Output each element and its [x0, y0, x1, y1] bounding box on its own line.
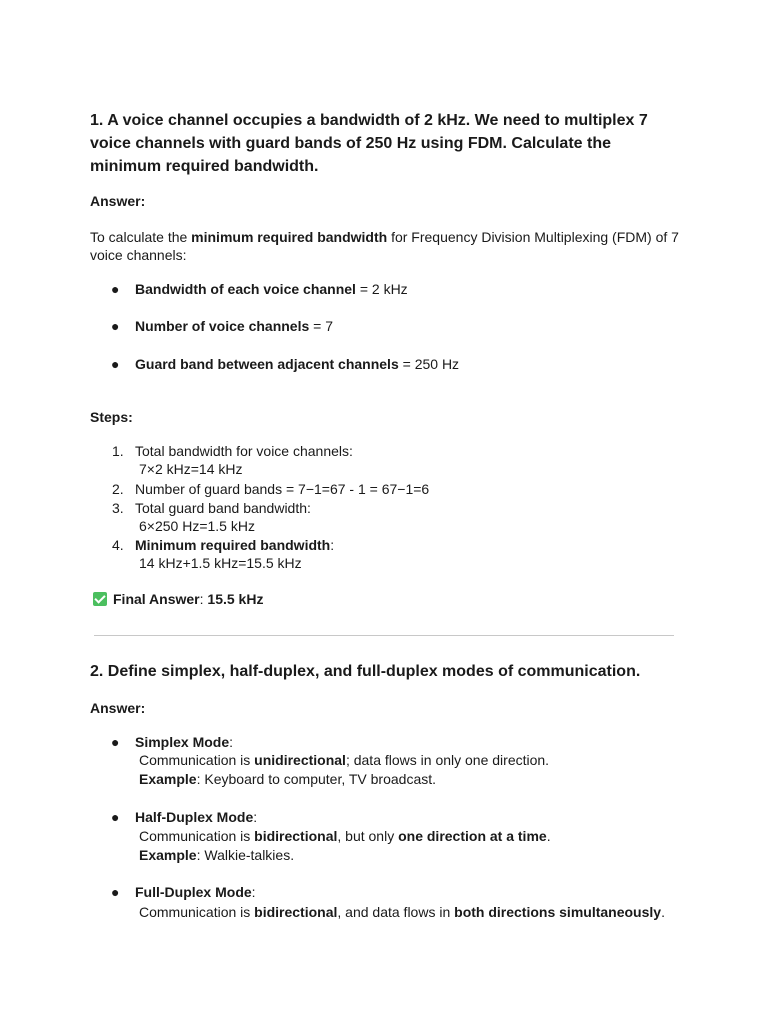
- final-answer: Final Answer: 15.5 kHz: [113, 591, 264, 607]
- bullet-marker: ●: [111, 356, 120, 372]
- half-duplex-description: Communication is bidirectional, but only one direction at a time.: [139, 828, 551, 844]
- full-duplex-mode-title: Full-Duplex Mode:: [135, 884, 256, 900]
- steps-label: Steps:: [90, 409, 133, 425]
- step-4-formula: 14 kHz+1.5 kHz=15.5 kHz: [139, 555, 302, 571]
- simplex-description: Communication is unidirectional; data flows in only one direction.: [139, 752, 550, 768]
- question-2-title: 2. Define simplex, half-duplex, and full-duplex modes of communication.: [90, 663, 641, 680]
- given-bandwidth: Bandwidth of each voice channel = 2 kHz: [135, 281, 408, 297]
- section-divider: [94, 635, 674, 636]
- bullet-marker: ●: [111, 734, 120, 750]
- question-1-title: 1. A voice channel occupies a bandwidth of 2 kHz. We need to multiplex 7 voice channels with guard bands of 250 Hz using FDM. Calculate the minimum required bandwidth.: [90, 112, 648, 175]
- step-number: 4.: [112, 537, 124, 553]
- step-number: 2.: [112, 481, 124, 497]
- bullet-marker: ●: [111, 809, 120, 825]
- simplex-example: Example: Keyboard to computer, TV broadcast.: [139, 771, 437, 787]
- intro-line-2: voice channels:: [90, 247, 187, 263]
- answer-label-2: Answer:: [90, 700, 146, 716]
- half-duplex-mode-title: Half-Duplex Mode:: [135, 809, 258, 825]
- step-1-text: Total bandwidth for voice channels:: [135, 443, 353, 459]
- intro-line-1: To calculate the minimum required bandwidth for Frequency Division Multiplexing (FDM) of 7: [90, 229, 679, 245]
- step-number: 3.: [112, 500, 124, 516]
- step-4-text: Minimum required bandwidth:: [135, 537, 335, 553]
- half-duplex-example: Example: Walkie-talkies.: [139, 847, 295, 863]
- step-1-formula: 7×2 kHz=14 kHz: [139, 461, 243, 477]
- step-3-formula: 6×250 Hz=1.5 kHz: [139, 518, 255, 534]
- bullet-marker: ●: [111, 318, 120, 334]
- step-number: 1.: [112, 443, 124, 459]
- step-2-text: Number of guard bands = 7−1=67 - 1 = 67−1=6: [135, 481, 430, 497]
- bullet-marker: ●: [111, 884, 120, 900]
- simplex-mode-title: Simplex Mode:: [135, 734, 234, 750]
- given-guard-band: Guard band between adjacent channels = 250 Hz: [135, 356, 460, 372]
- given-channels: Number of voice channels = 7: [135, 318, 334, 334]
- full-duplex-description: Communication is bidirectional, and data flows in both directions simultaneously.: [139, 904, 665, 920]
- bullet-marker: ●: [111, 281, 120, 297]
- answer-label-1: Answer:: [90, 193, 146, 209]
- check-mark-icon: [93, 592, 107, 606]
- step-3-text: Total guard band bandwidth:: [135, 500, 311, 516]
